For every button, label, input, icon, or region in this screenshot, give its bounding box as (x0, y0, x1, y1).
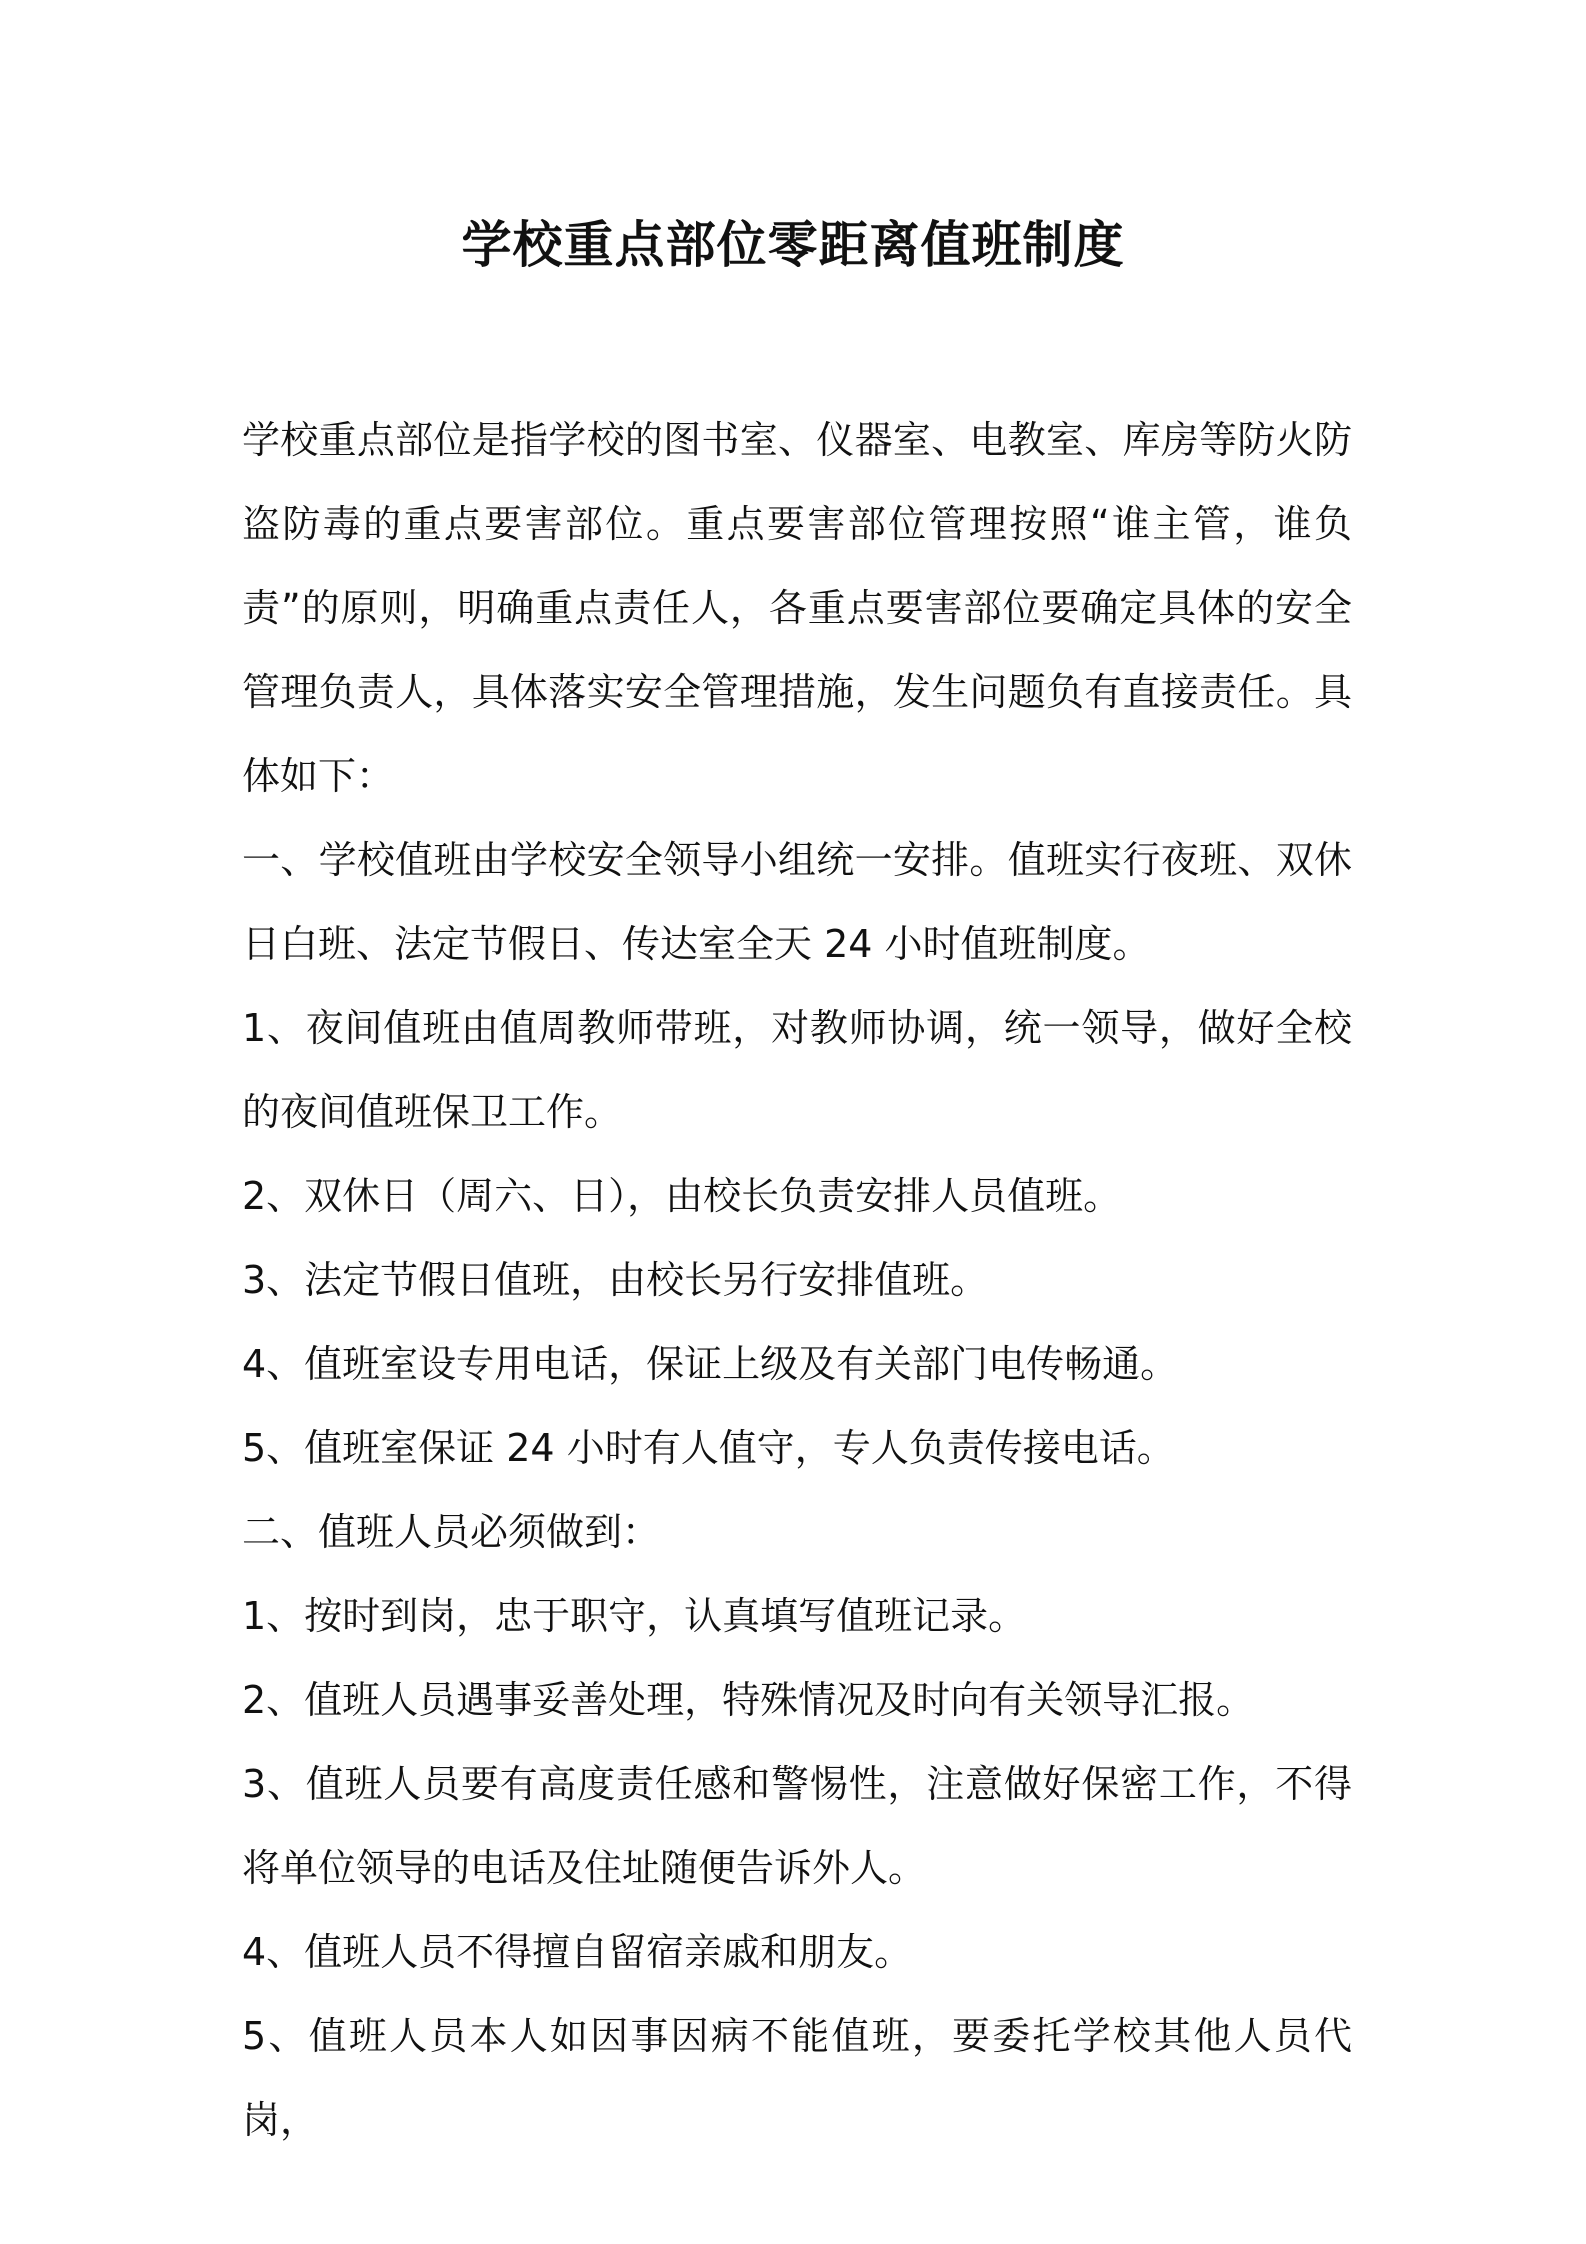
section-1-item-1: 1、夜间值班由值周教师带班，对教师协调，统一领导，做好全校的夜间值班保卫工作。 (242, 1006, 1352, 1134)
section-1-item-2: 2、双休日（周六、日），由校长负责安排人员值班。 (242, 1174, 1122, 1218)
section-1-heading: 一、学校值班由学校安全领导小组统一安排。值班实行夜班、双休日白班、法定节假日、传达室全天 24 小时值班制度。 (242, 838, 1352, 966)
section-2-item-1: 1、按时到岗，忠于职守，认真填写值班记录。 (242, 1594, 1027, 1638)
section-2-item-2: 2、值班人员遇事妥善处理，特殊情况及时向有关领导汇报。 (242, 1678, 1255, 1722)
document-title: 学校重点部位零距离值班制度 (461, 216, 1125, 274)
section-1-item-4: 4、值班室设专用电话，保证上级及有关部门电传畅通。 (242, 1342, 1179, 1386)
section-2-item-3: 3、值班人员要有高度责任感和警惕性，注意做好保密工作，不得将单位领导的电话及住址随便告诉外人。 (242, 1762, 1352, 1890)
section-2-item-5: 5、值班人员本人如因事因病不能值班，要委托学校其他人员代岗， (242, 2014, 1352, 2142)
section-1-item-5: 5、值班室保证 24 小时有人值守，专人负责传接电话。 (242, 1426, 1175, 1470)
document-body (242, 398, 1352, 2162)
section-2-heading: 二、值班人员必须做到： (242, 1510, 661, 1554)
intro-paragraph: 学校重点部位是指学校的图书室、仪器室、电教室、库房等防火防盗防毒的重点要害部位。重点要害部位管理按照“谁主管，谁负责”的原则，明确重点责任人，各重点要害部位要确定具体的安全管理负责人，具体落实安全管理措施，发生问题负有直接责任。具体如下： (242, 418, 1352, 798)
section-2-item-4: 4、值班人员不得擅自留宿亲戚和朋友。 (242, 1930, 913, 1974)
section-1-item-3: 3、法定节假日值班，由校长另行安排值班。 (242, 1258, 989, 1302)
